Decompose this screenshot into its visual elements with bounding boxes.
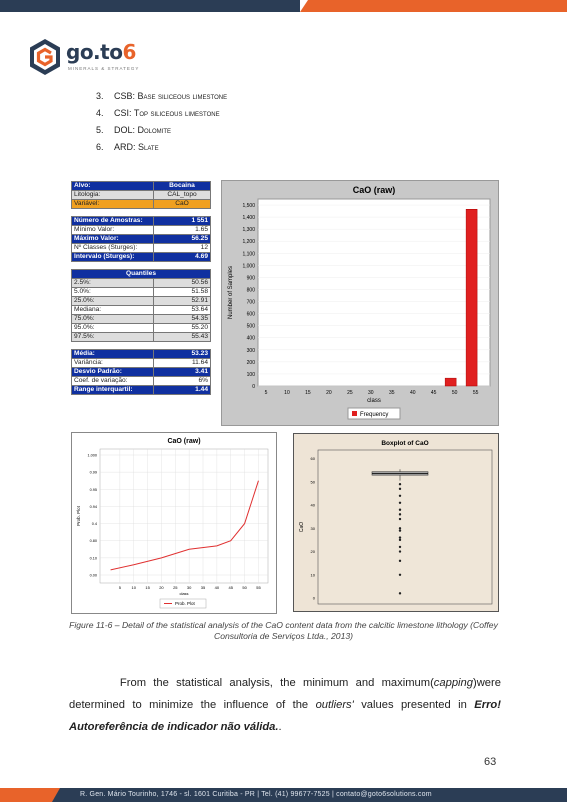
stat-value: 51.58	[154, 288, 211, 297]
stat-label: Litologia:	[72, 191, 154, 200]
table-row	[72, 333, 211, 342]
footer-contact: R. Gen. Mário Tourinho, 1746 - sl. 1601 Curitiba - PR | Tel. (41) 99677-7525 | contato@goto6solutions.com	[80, 791, 432, 798]
outlier-point	[399, 488, 401, 490]
stat-value: 1.44	[154, 386, 211, 395]
list-item	[96, 142, 227, 159]
x-tick-label: 20	[326, 390, 332, 396]
table-row	[72, 306, 211, 315]
outlier-point	[399, 495, 401, 497]
stat-label: Range interquartil:	[72, 386, 154, 395]
x-tick-label: 5	[118, 585, 121, 590]
list-label: CSI: Top siliceous limestone	[114, 108, 220, 118]
x-axis-label: class	[367, 398, 381, 404]
y-tick-label: 0.94	[89, 504, 97, 509]
table-row	[72, 377, 211, 386]
plot-area	[100, 449, 268, 583]
lithology-list	[96, 91, 227, 159]
stat-value: 56.25	[154, 235, 211, 244]
stat-label: 5.0%:	[72, 288, 154, 297]
brand-name-part1: go.to	[66, 40, 123, 64]
page-number: 63	[484, 756, 497, 768]
histogram-bar	[466, 209, 477, 386]
stat-value: 6%	[154, 377, 211, 386]
y-tick-label: 800	[246, 287, 255, 294]
outlier-point	[399, 550, 401, 552]
outlier-point	[399, 518, 401, 520]
outlier-point	[399, 560, 401, 562]
y-tick-label: 0	[252, 384, 255, 390]
table-row	[72, 368, 211, 377]
x-tick-label: 15	[305, 390, 311, 396]
x-tick-label: 25	[347, 390, 353, 396]
chart-title: CaO (raw)	[167, 438, 201, 445]
y-tick-label: 100	[246, 371, 255, 378]
y-tick-label: 400	[246, 335, 255, 342]
x-tick-label: 10	[284, 390, 290, 396]
top-banner	[0, 0, 567, 12]
table-row	[72, 235, 211, 244]
y-axis-label: CaO	[299, 521, 305, 533]
outlier-point	[399, 529, 401, 531]
figure-caption: Figure 11-6 – Detail of the statistical analysis of the CaO content data from the calcitic limestone lithology (Coffey Consultoria de Serviços Ltda., 2013)	[69, 620, 498, 641]
y-tick-label: 60	[310, 456, 315, 462]
x-tick-label: 45	[430, 390, 437, 396]
quantiles-title: Quantiles	[72, 270, 211, 279]
top-banner-accent	[300, 0, 567, 12]
list-label: DOL: Dolomite	[114, 125, 172, 135]
stat-label: Coef. de variação:	[72, 377, 154, 386]
y-tick-label: 20	[310, 549, 315, 555]
y-tick-label: 0.4	[91, 522, 97, 527]
table-row	[72, 297, 211, 306]
stat-label: Intervalo (Sturges):	[72, 253, 154, 262]
outlier-point	[399, 509, 401, 511]
table-row	[72, 182, 211, 191]
histogram-chart	[221, 180, 499, 426]
x-tick-label: 5	[264, 390, 268, 396]
footer-accent	[0, 788, 60, 802]
outlier-point	[399, 483, 401, 485]
stat-label: Mínimo Valor:	[72, 226, 154, 235]
list-number: 6.	[96, 142, 104, 152]
outlier-point	[399, 527, 401, 529]
outlier-point	[399, 502, 401, 504]
stat-value: 55.43	[154, 333, 211, 342]
y-tick-label: 0.10	[89, 556, 97, 561]
x-tick-label: 50	[451, 390, 458, 396]
x-tick-label: 30	[186, 585, 192, 590]
stat-label: 95.0%:	[72, 324, 154, 333]
list-item	[96, 91, 227, 108]
stat-label: 2.5%:	[72, 279, 154, 288]
y-tick-label: 1,300	[242, 227, 255, 234]
table-row	[72, 359, 211, 368]
brand-name-part2: 6	[122, 40, 136, 64]
brand-logo	[28, 38, 148, 78]
stat-value: 1 551	[154, 217, 211, 226]
moments-table	[71, 349, 211, 395]
stat-value: 55.20	[154, 324, 211, 333]
outlier-point	[399, 546, 401, 548]
y-tick-label: 0.80	[89, 539, 97, 544]
x-tick-label: 55	[472, 390, 479, 396]
histogram-svg	[222, 181, 498, 425]
stat-value: 4.69	[154, 253, 211, 262]
table-row	[72, 226, 211, 235]
y-tick-label: 200	[246, 359, 255, 366]
boxplot-chart	[293, 433, 499, 612]
table-row	[72, 386, 211, 395]
stat-value: 53.23	[154, 350, 211, 359]
y-tick-label: 1,000	[242, 263, 255, 270]
y-tick-label: 0	[312, 595, 315, 601]
y-tick-label: 1,400	[242, 215, 255, 222]
y-tick-label: 1.000	[87, 453, 97, 458]
list-item	[96, 108, 227, 125]
y-tick-label: 50	[310, 479, 315, 485]
boxplot-svg	[294, 434, 498, 611]
stat-value: 54.35	[154, 315, 211, 324]
histogram-bar	[445, 378, 456, 386]
stat-label: Máximo Valor:	[72, 235, 154, 244]
para-text: From the statistical analysis, the minimum and maximum(	[119, 677, 434, 689]
stat-value: 53.64	[154, 306, 211, 315]
footer-bar	[0, 788, 567, 802]
legend-label: Prob. Plot	[175, 601, 195, 606]
body-paragraph	[69, 672, 501, 738]
stat-label: Alvo:	[72, 182, 154, 191]
y-tick-label: 10	[310, 572, 315, 578]
y-axis-label: Prob. Plot	[76, 506, 81, 526]
x-tick-label: 50	[242, 585, 247, 590]
y-tick-label: 300	[246, 347, 255, 354]
para-italic: outliers'	[315, 699, 354, 711]
y-tick-label: 0.00	[89, 573, 97, 578]
y-tick-label: 600	[246, 311, 255, 318]
outlier-point	[399, 513, 401, 515]
x-tick-label: 10	[131, 585, 136, 590]
y-axis-label: Number of Samples	[228, 265, 234, 320]
x-tick-label: 40	[214, 585, 220, 590]
x-tick-label: 20	[159, 585, 164, 590]
stat-label: Desvio Padrão:	[72, 368, 154, 377]
y-tick-label: 40	[310, 502, 315, 508]
stat-label: 75.0%:	[72, 315, 154, 324]
x-tick-label: 45	[228, 585, 233, 590]
table-row	[72, 244, 211, 253]
list-number: 5.	[96, 125, 104, 135]
top-banner-dark	[0, 0, 300, 12]
y-tick-label: 500	[246, 323, 255, 330]
table-row	[72, 200, 211, 209]
stat-value: 1.65	[154, 226, 211, 235]
y-tick-label: 0.99	[89, 470, 97, 475]
probability-plot-svg	[72, 433, 276, 613]
plot-area	[258, 199, 490, 386]
table-row	[72, 279, 211, 288]
para-italic: capping	[433, 677, 473, 689]
table-row	[72, 350, 211, 359]
legend-swatch	[352, 411, 357, 416]
list-label: CSB: Base siliceous limestone	[114, 91, 228, 101]
y-tick-label: 900	[246, 275, 255, 282]
list-label: ARD: Slate	[114, 142, 159, 152]
stat-value: CAL_topo	[154, 191, 211, 200]
stat-value: CaO	[154, 200, 211, 209]
y-tick-label: 1,500	[242, 203, 255, 210]
x-tick-label: 35	[388, 390, 395, 396]
chart-title: CaO (raw)	[352, 185, 396, 195]
y-tick-label: 0.95	[89, 487, 97, 492]
stat-label: Variância:	[72, 359, 154, 368]
reference-error[interactable]: Erro! Autoreferência de indicador não válida.	[69, 699, 501, 733]
stat-value: 52.91	[154, 297, 211, 306]
outlier-point	[399, 574, 401, 576]
statistics-panel	[71, 181, 211, 402]
x-axis-label: class	[179, 591, 189, 596]
list-number: 4.	[96, 108, 104, 118]
stat-label: Mediana:	[72, 306, 154, 315]
table-row	[72, 315, 211, 324]
table-row	[72, 217, 211, 226]
brand-name	[66, 40, 136, 64]
x-tick-label: 25	[173, 585, 178, 590]
stat-value: 11.64	[154, 359, 211, 368]
outlier-point	[399, 539, 401, 541]
table-row	[72, 191, 211, 200]
stat-label: Número de Amostras:	[72, 217, 154, 226]
x-tick-label: 40	[409, 390, 416, 396]
stat-label: 97.5%:	[72, 333, 154, 342]
hexagon-logo-icon	[28, 38, 62, 76]
info-table	[71, 181, 211, 209]
summary-table	[71, 216, 211, 262]
legend-label: Frequency	[360, 412, 389, 418]
x-tick-label: 30	[368, 390, 374, 396]
x-tick-label: 15	[145, 585, 150, 590]
para-text: values presented in	[353, 699, 475, 711]
stat-label: Nº Classes (Sturges):	[72, 244, 154, 253]
list-number: 3.	[96, 91, 104, 101]
quantiles-table	[71, 269, 211, 342]
outlier-point	[399, 592, 401, 594]
stat-label: Média:	[72, 350, 154, 359]
para-text: )were determined to minimize the influence of the	[69, 677, 501, 711]
y-tick-label: 700	[246, 299, 255, 306]
brand-tagline: MINERALS & STRATEGY	[68, 66, 140, 71]
stat-value: Bocaina	[154, 182, 211, 191]
stat-value: 12	[154, 244, 211, 253]
x-tick-label: 55	[256, 585, 261, 590]
table-row	[72, 288, 211, 297]
table-row	[72, 253, 211, 262]
y-tick-label: 30	[310, 525, 315, 531]
table-row	[72, 270, 211, 279]
stat-label: 25.0%:	[72, 297, 154, 306]
x-tick-label: 35	[200, 585, 206, 590]
list-item	[96, 125, 227, 142]
y-tick-label: 1,100	[242, 251, 255, 258]
stat-label: Variável:	[72, 200, 154, 209]
y-tick-label: 1,200	[242, 239, 255, 246]
chart-title: Boxplot of CaO	[381, 440, 429, 447]
stat-value: 3.41	[154, 368, 211, 377]
outlier-point	[399, 536, 401, 538]
stat-value: 50.56	[154, 279, 211, 288]
probability-plot-chart	[71, 432, 277, 614]
para-text: .	[278, 721, 282, 733]
table-row	[72, 324, 211, 333]
